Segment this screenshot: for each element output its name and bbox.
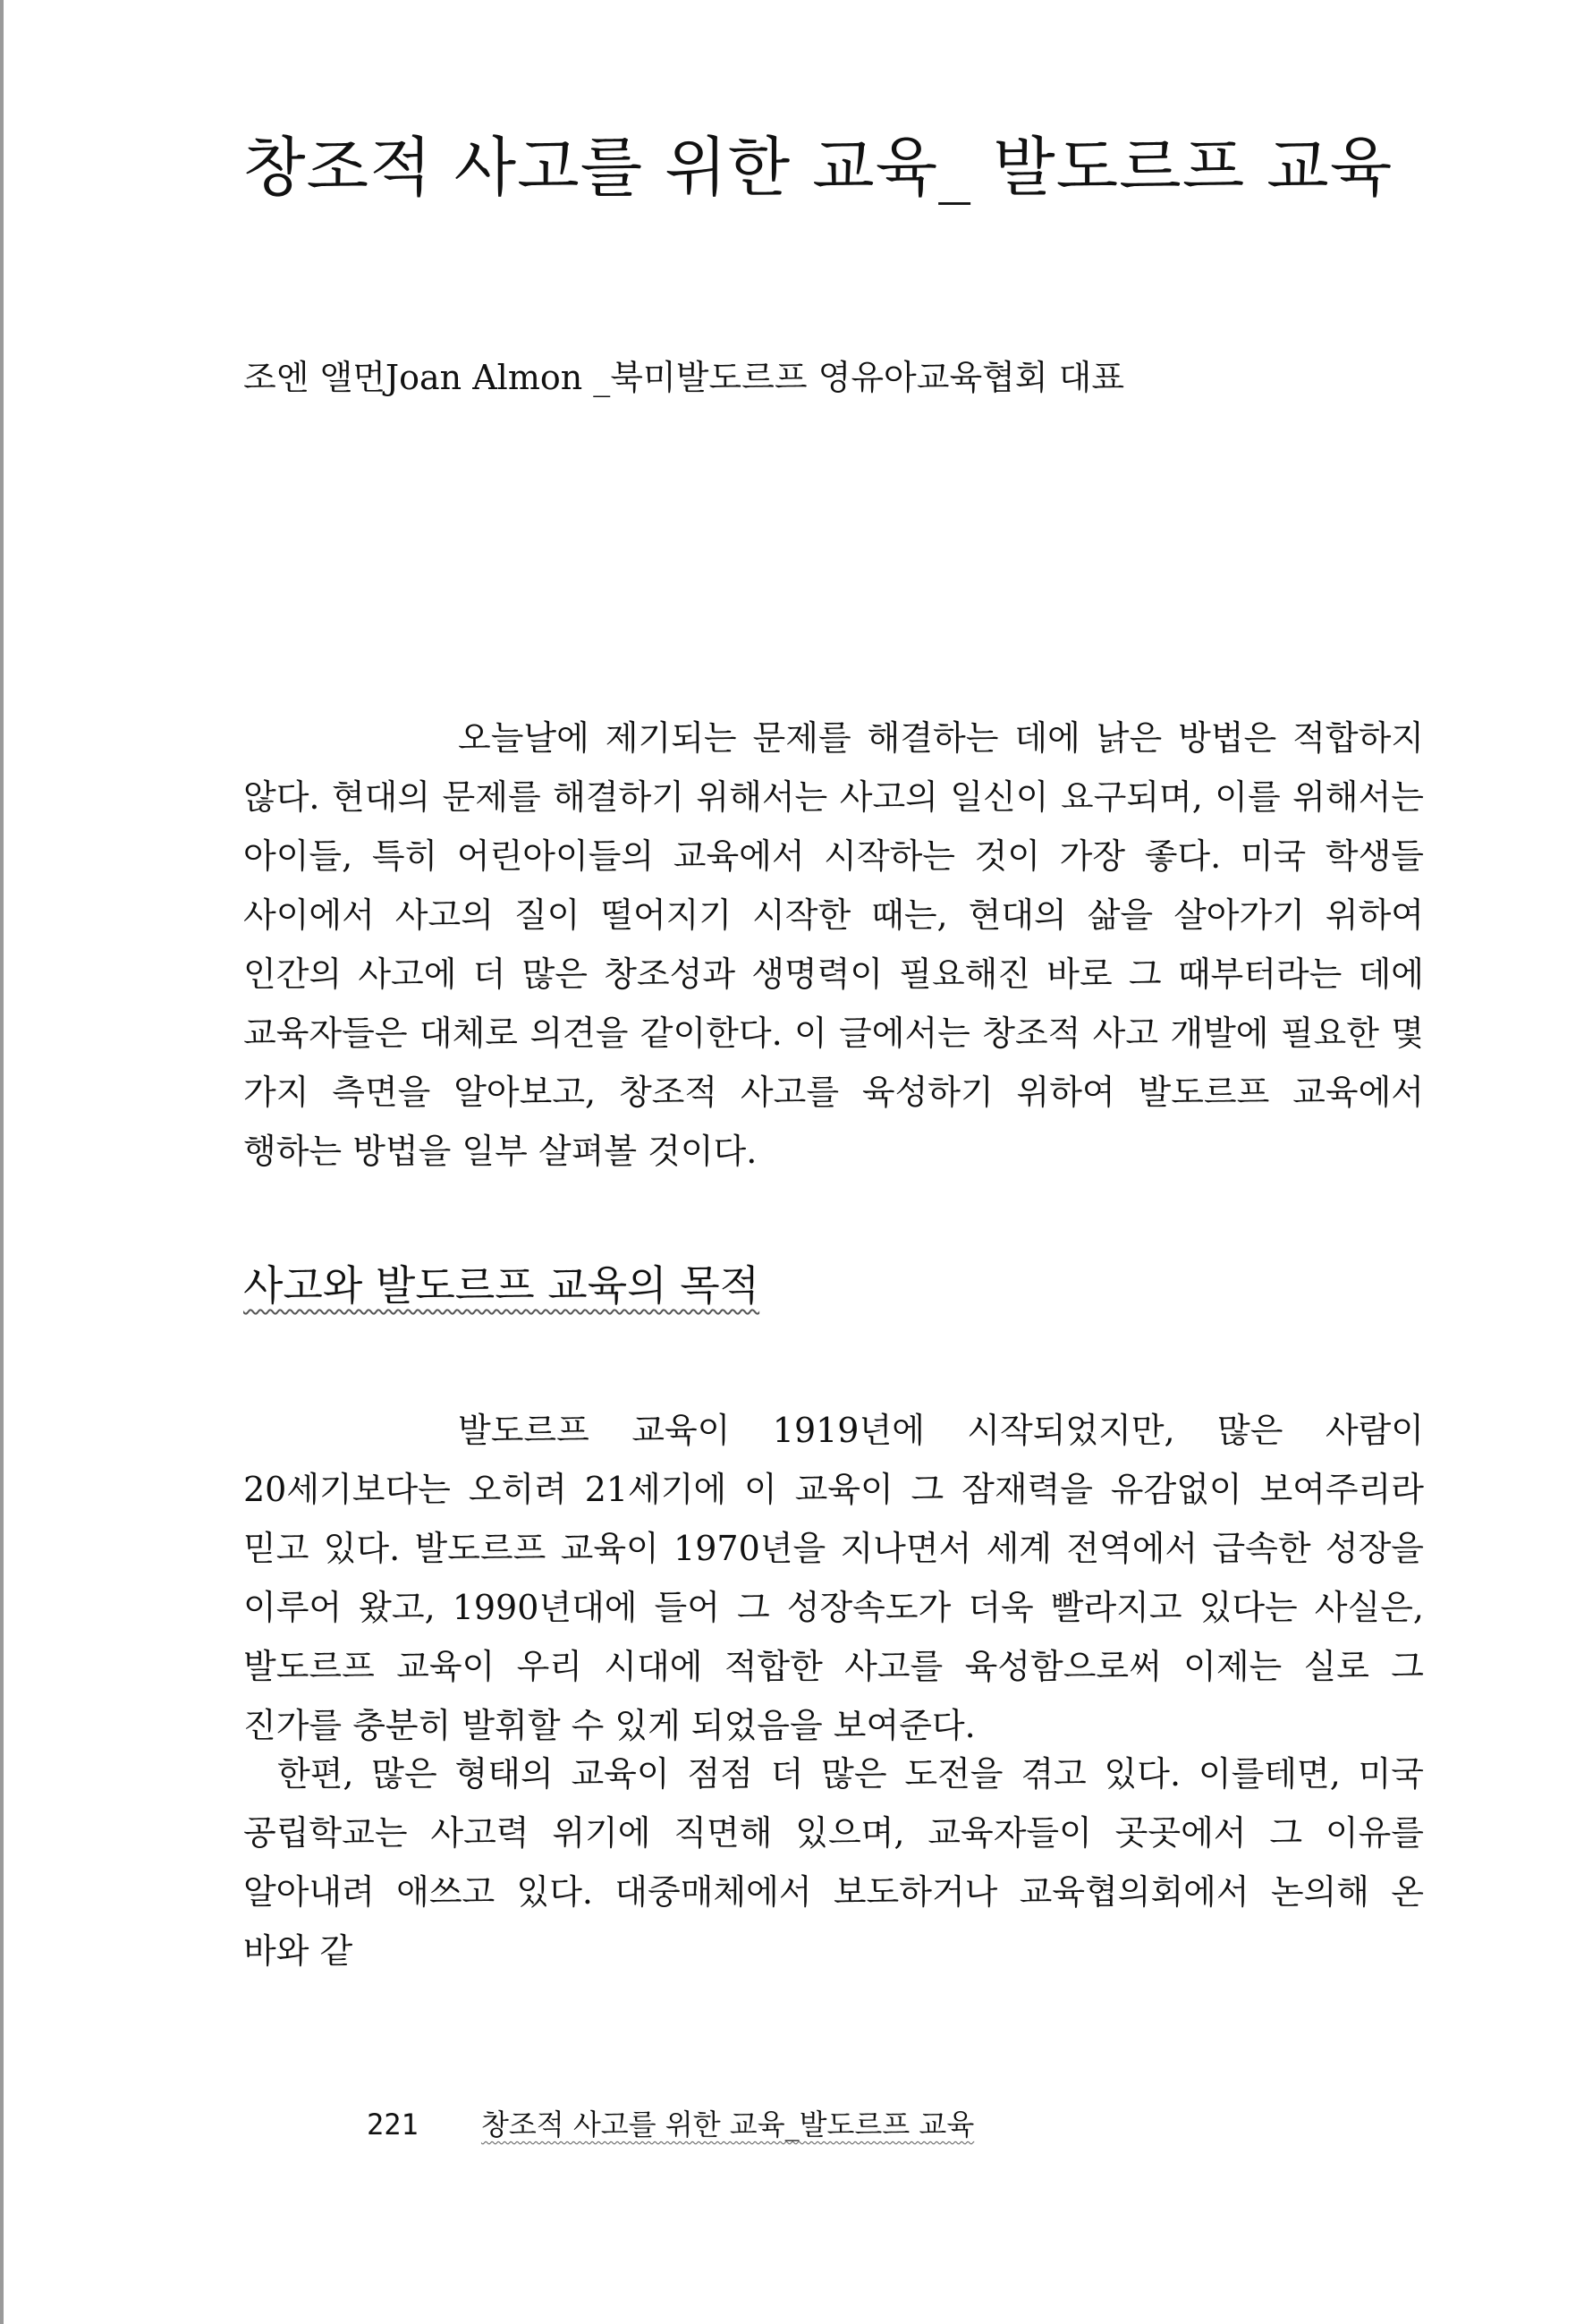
section-paragraph-1: 발도르프 교육이 1919년에 시작되었지만, 많은 사람이 20세기보다는 오히려 21세기에 이 교육이 그 잠재력을 유감없이 보여주리라 믿고 있다. 발도르프 교육이 1970년을 지나면서 세계 전역에서 급속한 성장을 이루어 왔고, 1990년대에 들어 그 성장속도가 더욱 빨라지고 있다는 사실은, 발도르프 교육이 우리 시대에 적합한 사고를 육성함으로써 이제는 실로 그 진가를 충분히 발휘할 수 있게 되었음을 보여준다. bbox=[243, 1411, 1424, 1745]
section-heading: 사고와 발도르프 교육의 목적 bbox=[243, 1261, 760, 1310]
author-byline: 조엔 앨먼Joan Almon _북미발도르프 영유아교육협회 대표 bbox=[243, 358, 1125, 397]
page-edge-rule bbox=[0, 0, 4, 2324]
intro-paragraph: 오늘날에 제기되는 문제를 해결하는 데에 낡은 방법은 적합하지 않다. 현대의 문제를 해결하기 위해서는 사고의 일신이 요구되며, 이를 위해서는 아이들, 특히 어린아이들의 교육에서 시작하는 것이 가장 좋다. 미국 학생들 사이에서 사고의 질이 떨어지기 시작한 때는, 현대의 삶을 살아가기 위하여 인간의 사고에 더 많은 창조성과 생명력이 필요해진 바로 그 때부터라는 데에 교육자들은 대체로 의견을 같이한다. 이 글에서는 창조적 사고 개발에 필요한 몇 가지 측면을 알아보고, 창조적 사고를 육성하기 위하여 발도르프 교육에서 행하는 방법을 일부 살펴볼 것이다. bbox=[243, 718, 1424, 1171]
page-number: 221 bbox=[367, 2108, 419, 2142]
page-title: 창조적 사고를 위한 교육_ 발도르프 교육 bbox=[243, 130, 1393, 205]
page-footer bbox=[367, 2108, 974, 2142]
section-paragraph-2: 한편, 많은 형태의 교육이 점점 더 많은 도전을 겪고 있다. 이를테면, 미국 공립학교는 사고력 위기에 직면해 있으며, 교육자들이 곳곳에서 그 이유를 알아내려 애쓰고 있다. 대중매체에서 보도하거나 교육협의회에서 논의해 온 바와 같 bbox=[243, 1754, 1424, 1971]
running-title: 창조적 사고를 위한 교육_발도르프 교육 bbox=[480, 2108, 975, 2142]
